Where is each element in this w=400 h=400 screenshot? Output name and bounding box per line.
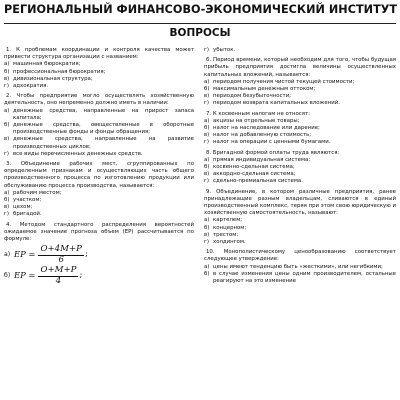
- option-text: периодом возврата капитальных вложений.: [213, 100, 340, 107]
- answer-option: [204, 239, 396, 246]
- option-letter: а): [204, 263, 210, 270]
- option-letter: б): [204, 224, 210, 231]
- question-block: [4, 161, 194, 219]
- answer-option: [4, 122, 194, 136]
- formula-lhs: EP =: [14, 249, 36, 260]
- option-text: участком;: [13, 197, 42, 204]
- option-text: налог на наследование или дарение;: [213, 125, 320, 132]
- question-text: 9. Объединение, в котором различные предприятия, ранее принадлежащие разным владельцам, сливаются в единый производственный комплекс, теряя при этом свою юридическую и хозяйственную самостоятельность, называют:: [204, 188, 396, 217]
- right-questions: [204, 57, 396, 285]
- answer-options: [4, 61, 194, 90]
- option-letter: а): [4, 189, 10, 196]
- option-text: сдельно-премиальная система.: [213, 178, 303, 185]
- answer-option: [4, 69, 194, 76]
- option-letter: в): [204, 132, 210, 139]
- answer-options: [4, 190, 194, 219]
- answer-option: [204, 118, 396, 125]
- option-text: прямая индивидуальная система;: [213, 156, 311, 163]
- option-letter: г): [204, 47, 209, 53]
- question-text: 6. Период времени, который необходим для того, чтобы будущая прибыль предприятия достигла величины осуществленных капитальных вложений, называется:: [204, 57, 396, 78]
- option-text: машинная бюрократия;: [13, 61, 81, 68]
- option-text: акцизы на отдельные товары;: [213, 117, 300, 124]
- answer-options: [204, 217, 396, 246]
- question-block: [204, 189, 396, 247]
- answer-option: [4, 108, 194, 122]
- option-letter: а): [4, 61, 10, 68]
- question-block: [204, 57, 396, 107]
- question-block: [4, 47, 194, 90]
- fraction-denominator: 4: [55, 275, 62, 286]
- option-letter: б): [204, 125, 210, 132]
- q5-last-option: [204, 47, 396, 54]
- answer-option: [4, 136, 194, 150]
- answer-option: [4, 76, 194, 83]
- option-letter: б): [4, 68, 10, 75]
- option-letter: б): [204, 270, 210, 277]
- formula-fraction: [38, 266, 78, 286]
- answer-options: [204, 157, 396, 186]
- option-text: картелем;: [213, 217, 243, 224]
- option-letter: в): [4, 136, 10, 143]
- answer-option: [204, 225, 396, 232]
- left-column: [4, 47, 194, 400]
- question-text: 2. Чтобы предприятие могло осуществлять хозяйственную деятельность, оно непременно должно иметь в наличии:: [4, 93, 194, 107]
- option-text: налог на добавленную стоимость;: [213, 132, 312, 139]
- answer-option: [204, 232, 396, 239]
- option-text: денежные средства, направленные на развитие производственных циклов;: [13, 136, 194, 150]
- option-letter: в): [204, 171, 210, 178]
- option-letter: в): [204, 231, 210, 238]
- answer-option: [204, 157, 396, 164]
- formula-lhs: EP =: [14, 270, 36, 281]
- option-text: холдингом.: [213, 239, 246, 246]
- answer-options: [204, 79, 396, 108]
- answer-option: [204, 86, 396, 93]
- answer-option: [204, 139, 396, 146]
- formula-option: [4, 266, 194, 285]
- question-text: 10. Монополистическому ценообразованию соответствует следующее утверждение:: [204, 249, 396, 263]
- option-text: цехом;: [13, 204, 33, 211]
- option-text: убыток.: [213, 47, 236, 53]
- formula-option: [4, 245, 194, 264]
- answer-option: [4, 190, 194, 197]
- option-text: денежные средства, направленные на прирост запаса капитала;: [13, 107, 194, 121]
- answer-options: [204, 264, 396, 286]
- option-letter: г): [204, 239, 209, 246]
- answer-option: [4, 83, 194, 90]
- answer-option: [204, 164, 396, 171]
- option-letter: г): [4, 83, 9, 90]
- question-block: [204, 111, 396, 147]
- institute-title: РЕГИОНАЛЬНЫЙ ФИНАНСОВО-ЭКОНОМИЧЕСКИЙ ИНСТИТУТ: [4, 3, 398, 16]
- option-letter: в): [204, 93, 210, 100]
- right-column: [204, 47, 396, 400]
- option-text: периодом получения чистой текущей стоимости;: [213, 78, 355, 85]
- option-letter: а): [204, 156, 210, 163]
- answer-option: [204, 271, 396, 285]
- option-letter: а): [4, 251, 11, 259]
- option-letter: г): [4, 211, 9, 218]
- option-letter: б): [4, 197, 10, 204]
- option-letter: б): [204, 164, 210, 171]
- answer-option: [204, 178, 396, 185]
- option-text: цены имеют тенденцию быть «жесткими», или негибкими;: [213, 263, 383, 270]
- answer-option: [204, 125, 396, 132]
- option-text: налог на операции с ценными бумагами.: [213, 139, 331, 146]
- option-letter: а): [204, 217, 210, 224]
- option-letter: а): [204, 78, 210, 85]
- formula-fraction: [38, 245, 84, 265]
- answer-option: [204, 217, 396, 224]
- question-text: 4. Методом стандартного распределения вероятностей ожидаемое значение прогноза объем (EP) рассчитывается по формуле:: [4, 221, 194, 243]
- option-text: трестом;: [213, 231, 239, 238]
- question-block: [4, 93, 194, 158]
- question-block: [204, 249, 396, 285]
- question-block: [4, 222, 194, 286]
- question-block: [204, 150, 396, 186]
- option-text: рабочим местом;: [13, 189, 62, 196]
- header-divider: [4, 23, 396, 24]
- fraction-numerator: O+4M+P: [40, 244, 82, 255]
- answer-option: [204, 79, 396, 86]
- question-text: 3. Объединение рабочих мест, сгруппированных по определенным признакам и осуществляющих часть общего производственного процесса по изготовлению продукции или обслуживанию процесса производства, называется:: [4, 161, 194, 189]
- option-text: аккордно-сдельная система;: [213, 171, 296, 178]
- section-title: ВОПРОСЫ: [169, 27, 231, 39]
- option-letter: б): [204, 86, 210, 93]
- fraction-numerator: O+M+P: [40, 265, 77, 276]
- option-text: все виды перечисленных денежных средств.: [13, 150, 143, 157]
- answer-option: [204, 264, 396, 271]
- option-text: в случае изменения цены одним производителем, остальные реагируют на это изменение: [213, 270, 396, 285]
- answer-options: [204, 118, 396, 147]
- question-text: 7. К косвенным налогам не относят:: [206, 110, 310, 117]
- option-letter: в): [4, 204, 10, 211]
- option-letter: б): [4, 122, 10, 129]
- option-text: косвенно-сдельная система;: [213, 164, 295, 171]
- option-letter: в): [4, 75, 10, 82]
- fraction-denominator: 6: [58, 254, 64, 265]
- option-letter: г): [4, 150, 9, 157]
- formula-punctuation: ;: [79, 270, 83, 281]
- answer-option: [204, 132, 396, 139]
- answer-option: [204, 171, 396, 178]
- option-text: адхократия.: [13, 83, 49, 90]
- answer-option: [4, 61, 194, 68]
- option-letter: а): [204, 117, 210, 124]
- answer-option: [4, 151, 194, 158]
- option-letter: г): [204, 100, 209, 107]
- answer-option: [4, 211, 194, 218]
- answer-option: [204, 100, 396, 107]
- formula-punctuation: ;: [84, 249, 88, 260]
- option-letter: г): [204, 178, 209, 185]
- option-text: бригадой.: [13, 211, 42, 218]
- option-text: периодом безубыточности;: [213, 93, 292, 100]
- option-text: денежные средства, овеществленные в оборотные производственные фонды и фонды обращения;: [13, 122, 194, 136]
- option-letter: б): [4, 272, 11, 280]
- answer-options: [4, 108, 194, 158]
- question-text: 1. К проблемам координации и контроля качества может привести структура организации с названием:: [4, 47, 194, 61]
- option-text: максимальным денежным оттоком;: [213, 86, 316, 93]
- option-text: дивизиональная структура;: [13, 75, 93, 82]
- option-text: концерном;: [213, 224, 247, 231]
- answer-option: [4, 197, 194, 204]
- option-letter: г): [204, 139, 209, 146]
- option-letter: а): [4, 107, 10, 114]
- option-text: профессиональная бюрократия;: [13, 68, 106, 75]
- question-text: 8. Бригадной формой оплаты труда являются:: [206, 149, 340, 156]
